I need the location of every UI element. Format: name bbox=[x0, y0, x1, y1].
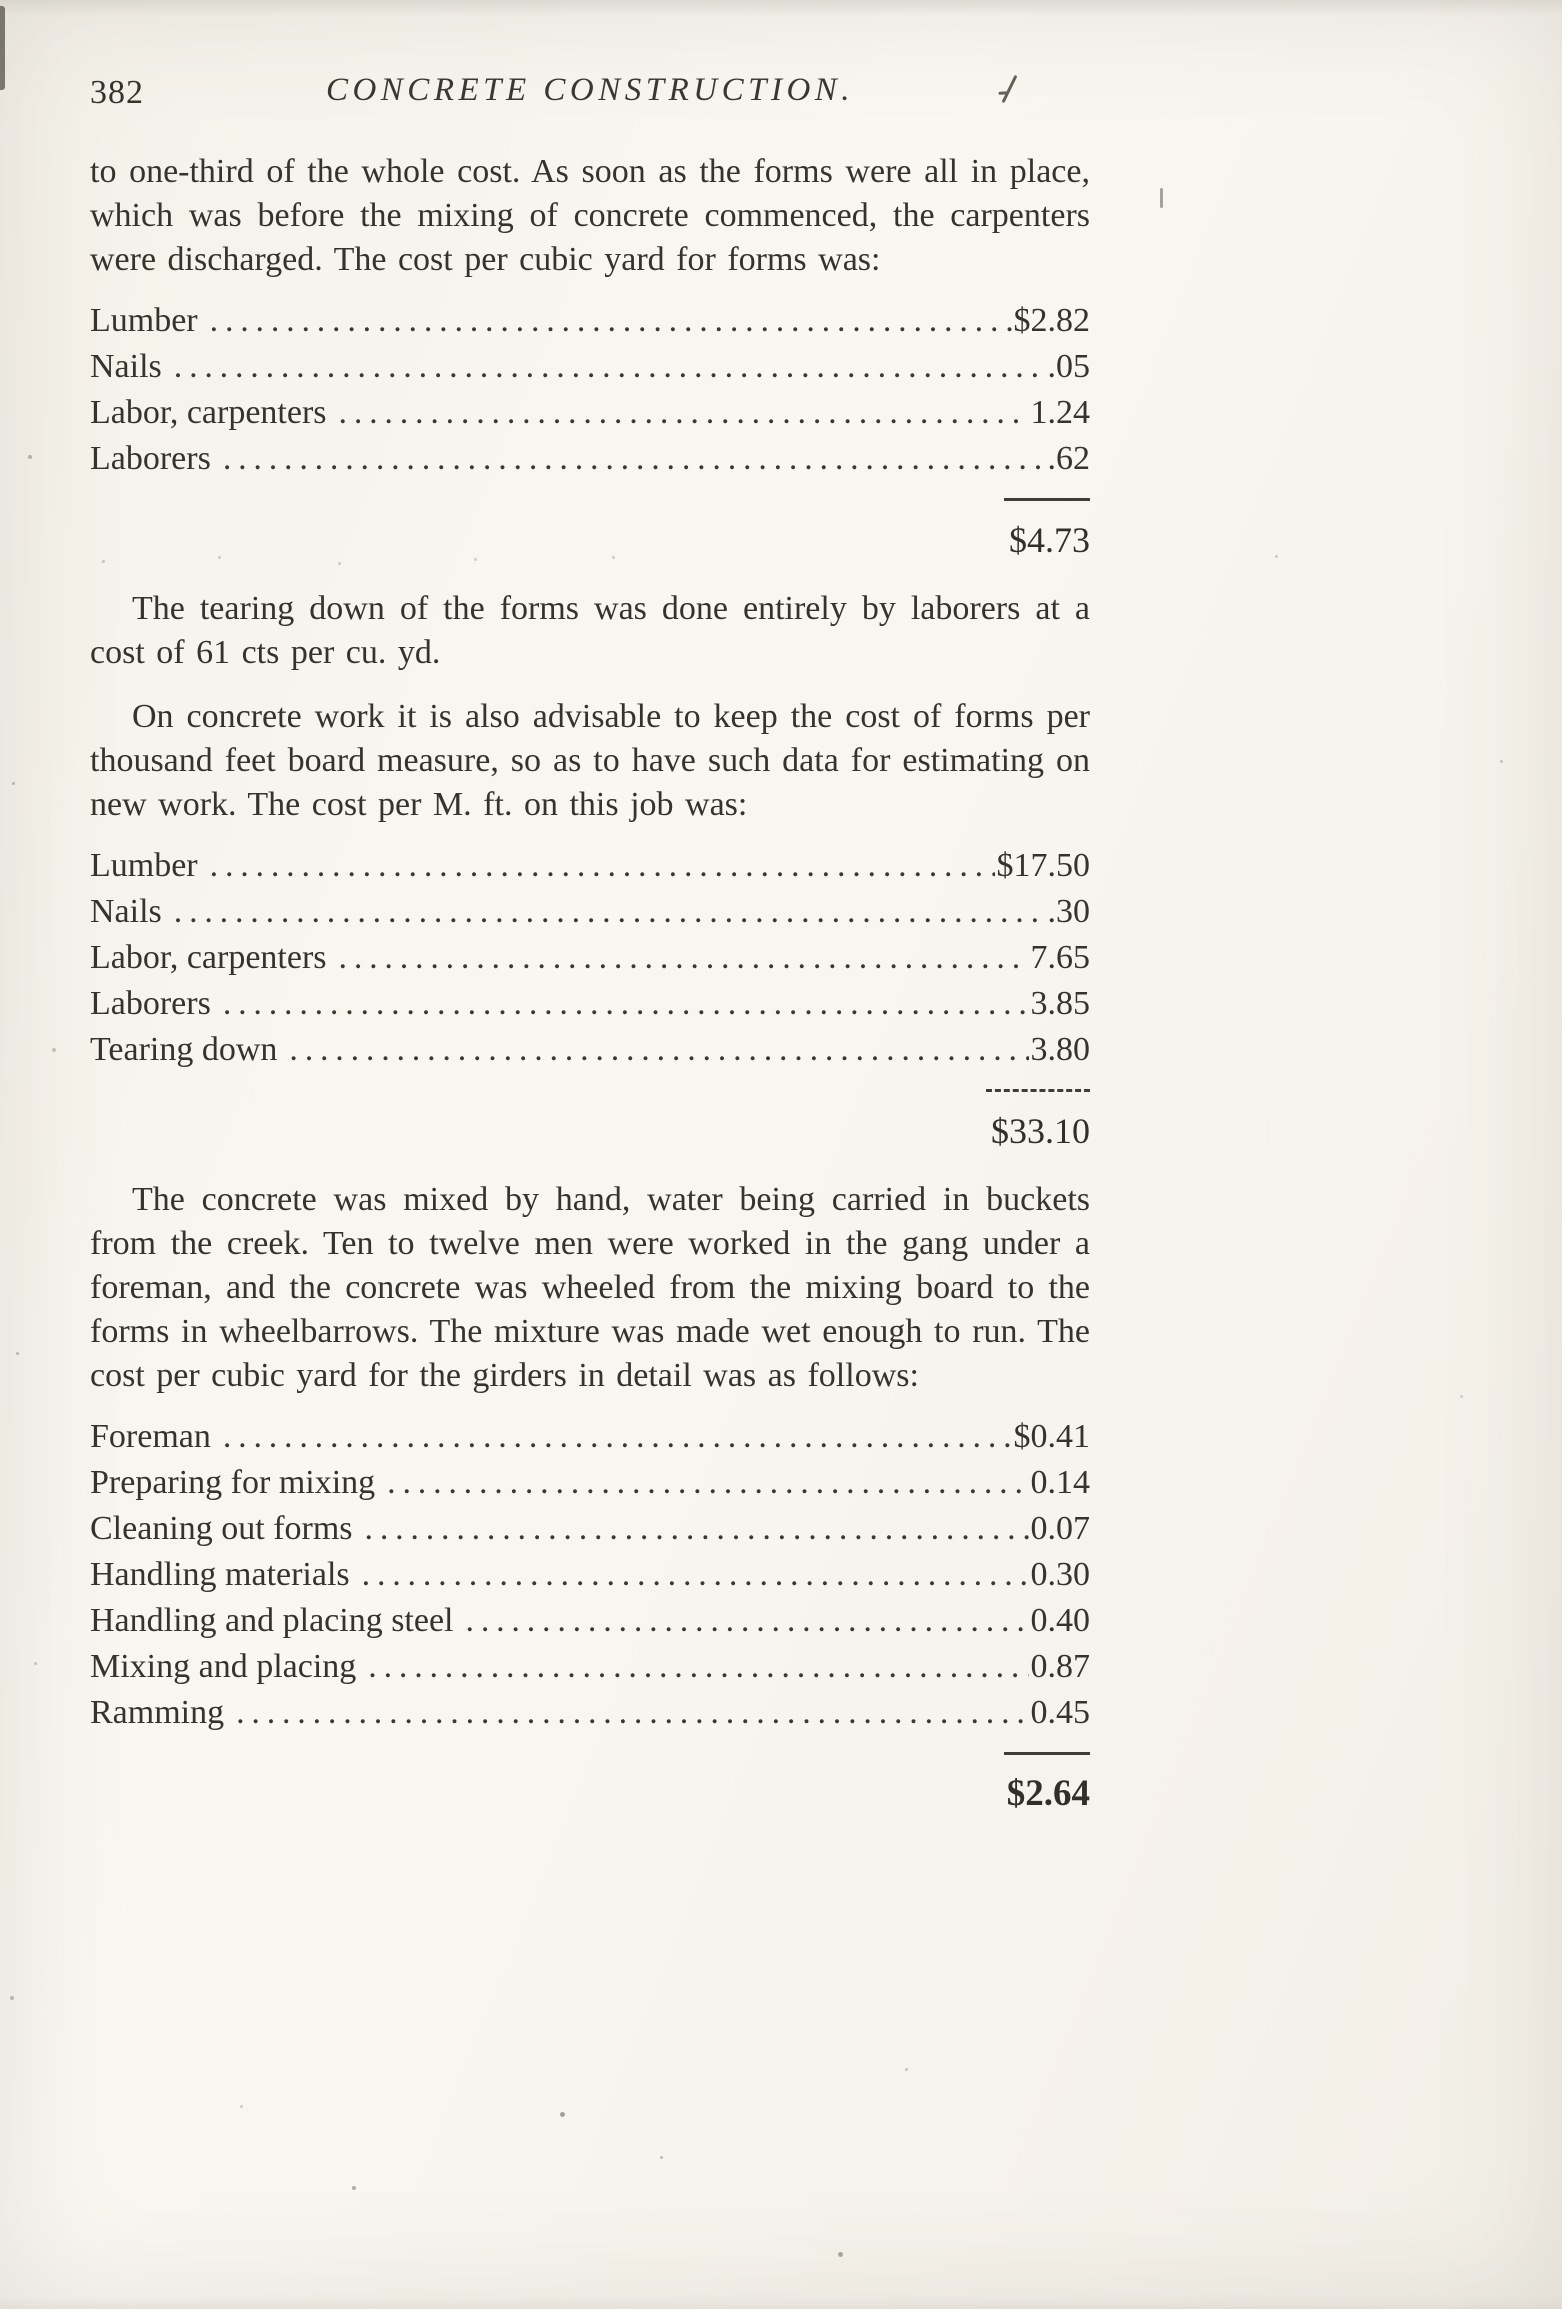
page-number: 382 bbox=[90, 74, 144, 111]
scan-speck bbox=[474, 558, 477, 561]
cost-item-value: 0.14 bbox=[1030, 1464, 1090, 1501]
body-paragraph: On concrete work it is also advisable to keep the cost of forms per thousand feet board measure, so as to have such data for estimating on new work. The cost per M. ft. on this job was: bbox=[90, 698, 1090, 823]
total-rule bbox=[1004, 1752, 1090, 1755]
cost-item-value: 3.80 bbox=[1030, 1031, 1090, 1068]
dot-leader bbox=[289, 1027, 1028, 1073]
cost-item-label: Foreman bbox=[90, 1418, 211, 1455]
cost-item-value: 0.87 bbox=[1030, 1648, 1090, 1685]
page-header bbox=[90, 70, 1090, 116]
total-block bbox=[90, 1752, 1090, 1817]
scan-speck bbox=[10, 1996, 14, 2000]
total-block bbox=[90, 498, 1090, 563]
table-row bbox=[90, 1460, 1090, 1506]
cost-item-label: Tearing down bbox=[90, 1031, 278, 1068]
table-row bbox=[90, 1598, 1090, 1644]
dot-leader bbox=[223, 436, 1046, 482]
cost-item-value: 0.07 bbox=[1030, 1510, 1090, 1547]
cost-item-label: Nails bbox=[90, 348, 162, 385]
table-row bbox=[90, 1506, 1090, 1552]
scan-speck bbox=[660, 2156, 663, 2159]
scan-speck bbox=[102, 560, 105, 563]
scan-speck bbox=[34, 1662, 37, 1665]
cost-item-value: .62 bbox=[1047, 440, 1090, 477]
table-row bbox=[90, 1027, 1090, 1073]
scan-speck bbox=[1500, 760, 1503, 763]
cost-item-label: Labor, carpenters bbox=[90, 394, 327, 431]
cost-table-forms-per-m-ft bbox=[90, 843, 1090, 1154]
scan-speck bbox=[240, 2105, 243, 2108]
cost-item-value: $0.41 bbox=[1013, 1418, 1090, 1455]
dot-leader bbox=[210, 298, 1012, 344]
scan-speck bbox=[560, 2112, 565, 2117]
scan-speck bbox=[1460, 1395, 1463, 1398]
table-row bbox=[90, 344, 1090, 390]
dot-leader bbox=[368, 1644, 1028, 1690]
table-row bbox=[90, 1644, 1090, 1690]
total-rule bbox=[1004, 498, 1090, 501]
cost-item-label: Nails bbox=[90, 893, 162, 930]
running-head: CONCRETE CONSTRUCTION. bbox=[325, 72, 855, 108]
cost-item-value: $2.82 bbox=[1013, 302, 1090, 339]
scan-edge-shadow-top bbox=[0, 0, 1562, 16]
cost-item-value: $17.50 bbox=[996, 847, 1090, 884]
cost-item-label: Handling materials bbox=[90, 1556, 350, 1593]
scan-speck bbox=[1275, 555, 1278, 558]
dot-leader bbox=[365, 1506, 1029, 1552]
cost-item-label: Lumber bbox=[90, 302, 198, 339]
cost-item-value: 0.40 bbox=[1030, 1602, 1090, 1639]
text-column bbox=[90, 70, 1090, 1841]
total-block bbox=[90, 1089, 1090, 1154]
table-row bbox=[90, 436, 1090, 482]
table-row bbox=[90, 1552, 1090, 1598]
scan-speck bbox=[838, 2252, 843, 2257]
scan-speck bbox=[338, 562, 341, 565]
table-row bbox=[90, 1690, 1090, 1736]
table-total: $2.64 bbox=[1006, 1773, 1090, 1814]
dot-leader bbox=[387, 1460, 1028, 1506]
dot-leader bbox=[210, 843, 995, 889]
dot-leader bbox=[466, 1598, 1029, 1644]
dot-leader bbox=[174, 344, 1046, 390]
cost-item-value: 3.85 bbox=[1030, 985, 1090, 1022]
cost-item-value: 7.65 bbox=[1030, 939, 1090, 976]
table-row bbox=[90, 843, 1090, 889]
table-row bbox=[90, 981, 1090, 1027]
scan-speck bbox=[16, 1352, 19, 1355]
cost-item-value: 1.24 bbox=[1030, 394, 1090, 431]
cost-item-label: Lumber bbox=[90, 847, 198, 884]
cost-item-label: Preparing for mixing bbox=[90, 1464, 376, 1501]
scan-edge-artifact bbox=[0, 6, 5, 90]
table-total: $33.10 bbox=[991, 1111, 1090, 1151]
scan-speck bbox=[905, 2068, 908, 2071]
cost-item-label: Handling and placing steel bbox=[90, 1602, 454, 1639]
scan-speck bbox=[28, 455, 32, 459]
table-row bbox=[90, 298, 1090, 344]
table-row bbox=[90, 390, 1090, 436]
margin-tick-mark bbox=[1160, 188, 1163, 208]
cost-item-label: Laborers bbox=[90, 440, 211, 477]
total-rule bbox=[986, 1089, 1090, 1092]
scan-edge-shadow-bottom bbox=[0, 2297, 1562, 2309]
cost-item-value: 0.30 bbox=[1030, 1556, 1090, 1593]
cost-table-girders-per-cubic-yard bbox=[90, 1414, 1090, 1817]
table-row bbox=[90, 1414, 1090, 1460]
dot-leader bbox=[236, 1690, 1028, 1736]
cost-item-label: Cleaning out forms bbox=[90, 1510, 353, 1547]
cost-item-label: Ramming bbox=[90, 1694, 225, 1731]
body-paragraph: The concrete was mixed by hand, water being carried in buckets from the creek. Ten to twelve men were worked in the gang under a foreman, and the concrete was wheeled from the mixing board to the forms in wheelbarrows. The mixture was made wet enough to run. The cost per cubic yard for the girders in detail was as follows: bbox=[90, 1181, 1090, 1394]
dot-leader bbox=[362, 1552, 1029, 1598]
table-row bbox=[90, 889, 1090, 935]
dot-leader bbox=[339, 935, 1029, 981]
table-total: $4.73 bbox=[1009, 520, 1090, 560]
cost-item-label: Labor, carpenters bbox=[90, 939, 327, 976]
cost-item-value: .05 bbox=[1047, 348, 1090, 385]
dot-leader bbox=[223, 981, 1029, 1027]
cost-item-value: 0.45 bbox=[1030, 1694, 1090, 1731]
table-row bbox=[90, 935, 1090, 981]
dot-leader bbox=[339, 390, 1029, 436]
cost-item-label: Mixing and placing bbox=[90, 1648, 357, 1685]
body-paragraph: The tearing down of the forms was done entirely by laborers at a cost of 61 cts per cu. yd. bbox=[90, 590, 1090, 671]
cost-item-value: .30 bbox=[1047, 893, 1090, 930]
body-paragraph: to one-third of the whole cost. As soon as the forms were all in place, which was before the mixing of concrete commenced, the carpenters were discharged. The cost per cubic yard for forms was: bbox=[90, 153, 1090, 278]
scan-speck bbox=[12, 782, 15, 785]
cost-table-forms-per-cubic-yard bbox=[90, 298, 1090, 563]
scan-speck bbox=[52, 1048, 56, 1052]
dot-leader bbox=[174, 889, 1046, 935]
scan-speck bbox=[218, 556, 221, 559]
dot-leader bbox=[223, 1414, 1012, 1460]
scan-speck bbox=[612, 556, 615, 559]
cost-item-label: Laborers bbox=[90, 985, 211, 1022]
scan-speck bbox=[352, 2186, 356, 2190]
